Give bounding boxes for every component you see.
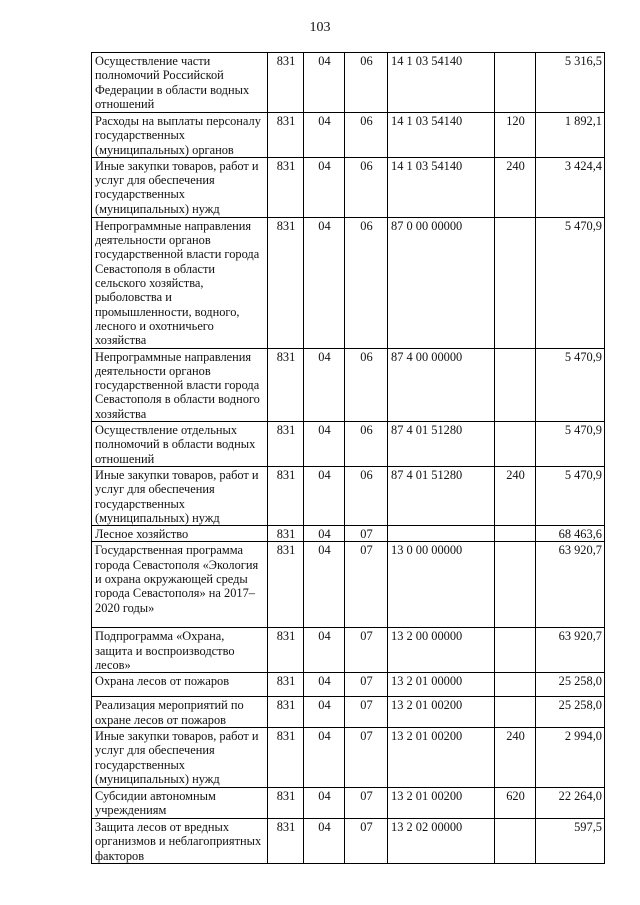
table-row <box>92 787 605 818</box>
row-expense-type: 240 <box>495 466 536 525</box>
row-expense-type <box>495 628 536 673</box>
table-row <box>92 157 605 217</box>
row-name: Расходы на выплаты персоналу государственных (муниципальных) органов <box>92 113 268 158</box>
table-row <box>92 526 605 542</box>
row-target-article: 14 1 03 54140 <box>388 53 495 113</box>
row-subsection: 07 <box>345 727 388 787</box>
row-admin-code: 831 <box>268 818 304 863</box>
row-section: 04 <box>304 113 345 158</box>
row-name: Подпрограмма «Охрана, защита и воспроизводство лесов» <box>92 628 268 673</box>
row-expense-type: 120 <box>495 113 536 158</box>
row-name: Реализация мероприятий по охране лесов от пожаров <box>92 697 268 728</box>
row-target-article: 87 4 01 51280 <box>388 422 495 467</box>
table-row <box>92 53 605 113</box>
row-admin-code: 831 <box>268 466 304 525</box>
row-subsection: 07 <box>345 673 388 697</box>
row-target-article: 87 0 00 00000 <box>388 217 495 348</box>
table-row <box>92 422 605 467</box>
row-admin-code: 831 <box>268 542 304 628</box>
row-section: 04 <box>304 526 345 542</box>
row-name: Непрограммные направления деятельности органов государственной власти города Севастополя в области водного хозяйства <box>92 348 268 421</box>
row-name: Лесное хозяйство <box>92 526 268 542</box>
row-target-article: 13 2 01 00200 <box>388 727 495 787</box>
row-admin-code: 831 <box>268 422 304 467</box>
row-amount: 25 258,0 <box>536 673 605 697</box>
row-target-article: 87 4 00 00000 <box>388 348 495 421</box>
row-admin-code: 831 <box>268 787 304 818</box>
row-target-article: 13 2 01 00200 <box>388 787 495 818</box>
row-expense-type <box>495 526 536 542</box>
row-subsection: 06 <box>345 422 388 467</box>
row-amount: 2 994,0 <box>536 727 605 787</box>
row-expense-type <box>495 818 536 863</box>
row-expense-type <box>495 542 536 628</box>
row-expense-type <box>495 673 536 697</box>
row-admin-code: 831 <box>268 217 304 348</box>
row-target-article: 13 2 01 00200 <box>388 697 495 728</box>
row-amount: 5 470,9 <box>536 348 605 421</box>
budget-table-body <box>92 53 605 864</box>
budget-table <box>91 52 605 864</box>
row-name: Охрана лесов от пожаров <box>92 673 268 697</box>
row-name: Защита лесов от вредных организмов и неблагоприятных факторов <box>92 818 268 863</box>
row-amount: 5 470,9 <box>536 466 605 525</box>
row-expense-type: 240 <box>495 157 536 217</box>
row-subsection: 07 <box>345 787 388 818</box>
row-admin-code: 831 <box>268 113 304 158</box>
row-name: Иные закупки товаров, работ и услуг для обеспечения государственных (муниципальных) нужд <box>92 157 268 217</box>
row-subsection: 06 <box>345 348 388 421</box>
row-name: Иные закупки товаров, работ и услуг для обеспечения государственных (муниципальных) нужд <box>92 466 268 525</box>
row-admin-code: 831 <box>268 628 304 673</box>
table-row <box>92 818 605 863</box>
table-row <box>92 697 605 728</box>
row-amount: 5 316,5 <box>536 53 605 113</box>
row-expense-type <box>495 422 536 467</box>
row-name: Иные закупки товаров, работ и услуг для обеспечения государственных (муниципальных) нужд <box>92 727 268 787</box>
row-expense-type: 240 <box>495 727 536 787</box>
page-number: 103 <box>309 20 331 35</box>
table-row <box>92 466 605 525</box>
row-section: 04 <box>304 787 345 818</box>
row-amount: 5 470,9 <box>536 217 605 348</box>
row-target-article <box>388 526 495 542</box>
row-admin-code: 831 <box>268 157 304 217</box>
row-section: 04 <box>304 422 345 467</box>
row-subsection: 07 <box>345 697 388 728</box>
table-row <box>92 673 605 697</box>
row-subsection: 07 <box>345 542 388 628</box>
row-section: 04 <box>304 466 345 525</box>
row-admin-code: 831 <box>268 697 304 728</box>
row-section: 04 <box>304 348 345 421</box>
row-amount: 68 463,6 <box>536 526 605 542</box>
row-amount: 25 258,0 <box>536 697 605 728</box>
row-subsection: 06 <box>345 217 388 348</box>
row-amount: 3 424,4 <box>536 157 605 217</box>
row-amount: 63 920,7 <box>536 542 605 628</box>
row-admin-code: 831 <box>268 53 304 113</box>
row-amount: 63 920,7 <box>536 628 605 673</box>
row-target-article: 13 0 00 00000 <box>388 542 495 628</box>
row-subsection: 07 <box>345 526 388 542</box>
row-name: Субсидии автономным учреждениям <box>92 787 268 818</box>
row-subsection: 07 <box>345 628 388 673</box>
row-section: 04 <box>304 697 345 728</box>
table-row <box>92 348 605 421</box>
row-expense-type <box>495 348 536 421</box>
row-section: 04 <box>304 217 345 348</box>
row-amount: 1 892,1 <box>536 113 605 158</box>
table-row <box>92 628 605 673</box>
row-expense-type <box>495 53 536 113</box>
row-expense-type <box>495 217 536 348</box>
row-section: 04 <box>304 542 345 628</box>
row-section: 04 <box>304 818 345 863</box>
row-admin-code: 831 <box>268 348 304 421</box>
row-name: Государственная программа города Севастополя «Экология и охрана окружающей среды города Севастополя» на 2017–2020 годы» <box>92 542 268 628</box>
row-name: Непрограммные направления деятельности органов государственной власти города Севастополя в области сельского хозяйства, рыболовства и промышленности, водного, лесного и охотничьего хозяйства <box>92 217 268 348</box>
row-expense-type <box>495 697 536 728</box>
table-row <box>92 542 605 628</box>
row-subsection: 06 <box>345 53 388 113</box>
row-target-article: 14 1 03 54140 <box>388 157 495 217</box>
table-row <box>92 113 605 158</box>
row-section: 04 <box>304 53 345 113</box>
row-target-article: 87 4 01 51280 <box>388 466 495 525</box>
row-name: Осуществление отдельных полномочий в области водных отношений <box>92 422 268 467</box>
table-row <box>92 217 605 348</box>
row-admin-code: 831 <box>268 673 304 697</box>
row-section: 04 <box>304 727 345 787</box>
row-target-article: 13 2 01 00000 <box>388 673 495 697</box>
row-amount: 22 264,0 <box>536 787 605 818</box>
row-amount: 597,5 <box>536 818 605 863</box>
row-subsection: 06 <box>345 157 388 217</box>
row-target-article: 13 2 02 00000 <box>388 818 495 863</box>
table-row <box>92 727 605 787</box>
row-target-article: 13 2 00 00000 <box>388 628 495 673</box>
row-admin-code: 831 <box>268 526 304 542</box>
row-target-article: 14 1 03 54140 <box>388 113 495 158</box>
row-name: Осуществление части полномочий Российской Федерации в области водных отношений <box>92 53 268 113</box>
row-section: 04 <box>304 673 345 697</box>
row-subsection: 06 <box>345 113 388 158</box>
row-subsection: 07 <box>345 818 388 863</box>
row-section: 04 <box>304 628 345 673</box>
row-section: 04 <box>304 157 345 217</box>
row-admin-code: 831 <box>268 727 304 787</box>
row-subsection: 06 <box>345 466 388 525</box>
row-expense-type: 620 <box>495 787 536 818</box>
row-amount: 5 470,9 <box>536 422 605 467</box>
